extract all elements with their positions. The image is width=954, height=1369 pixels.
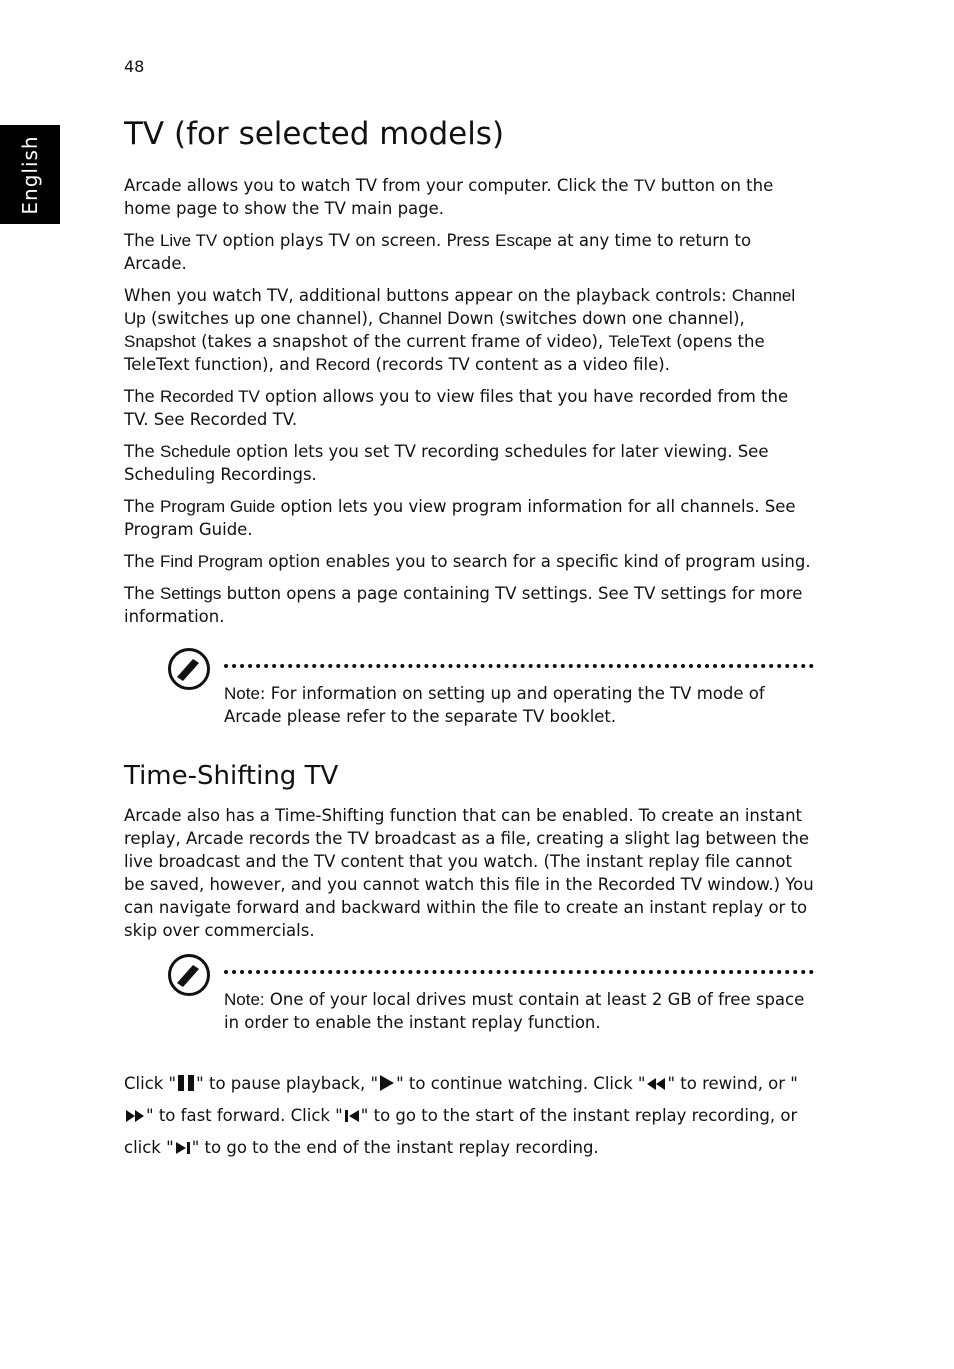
- paragraph-intro-3: When you watch TV, additional buttons appear on the playback controls: Channel Up (switches up one channel), Channel Down (switches down one channel), Snapshot (takes a snapshot of the current frame of video), TeleText (opens the TeleText function), and Record (records TV content as a video file).: [124, 286, 796, 374]
- note-divider: [224, 664, 814, 668]
- page-title: TV (for selected models): [124, 116, 505, 152]
- note-label: Note:: [224, 990, 265, 1009]
- note-pen-icon: [168, 954, 210, 996]
- fast-forward-icon: [124, 1108, 146, 1124]
- keyword: Channel Up: [124, 286, 796, 328]
- note-pen-icon: [168, 648, 210, 690]
- play-icon: [378, 1074, 396, 1092]
- paragraph-intro-2: The Live TV option plays TV on screen. Press Escape at any time to return to Arcade.: [124, 231, 752, 273]
- keyword: Recorded TV: [159, 387, 260, 406]
- keyword: Record: [315, 355, 371, 374]
- keyword: Find Program: [159, 552, 263, 571]
- skip-to-end-icon: [174, 1140, 192, 1156]
- paragraph-intro-6: The Program Guide option lets you view program information for all channels. See Program Guide.: [124, 497, 796, 539]
- note-text: Note: One of your local drives must contain at least 2 GB of free space in order to enable the instant replay function.: [224, 990, 805, 1032]
- keyword: Escape: [495, 231, 552, 250]
- keyword: Program Guide: [159, 497, 276, 516]
- paragraph-intro-1: Arcade allows you to watch TV from your computer. Click the TV button on the home page to show the TV main page.: [124, 176, 774, 218]
- keyword: TeleText: [608, 332, 671, 351]
- keyword: Schedule: [159, 442, 231, 461]
- note-box-1: [124, 648, 814, 728]
- language-tab-label: English: [18, 134, 42, 215]
- keyword: Snapshot: [124, 332, 196, 351]
- paragraph-intro-5: The Schedule option lets you set TV recording schedules for later viewing. See Scheduling Recordings.: [124, 442, 769, 484]
- keyword: Settings: [159, 584, 222, 603]
- keyword: Channel: [378, 309, 442, 328]
- pause-icon: [176, 1074, 196, 1092]
- note-divider: [224, 970, 814, 974]
- section-title: Time-Shifting TV: [124, 761, 339, 791]
- note-box-2: [124, 954, 814, 1034]
- note-text: Note: For information on setting up and operating the TV mode of Arcade please refer to the separate TV booklet.: [224, 684, 765, 726]
- language-tab: [0, 125, 60, 224]
- keyword: TV: [633, 176, 656, 195]
- keyword: Live TV: [159, 231, 218, 250]
- paragraph-time-shifting: Arcade also has a Time-Shifting function that can be enabled. To create an instant replay, Arcade records the TV broadcast as a file, creating a slight lag between the live broadcast and the TV content that you watch. (The instant replay file cannot be saved, however, and you cannot watch this file in the Recorded TV window.) You can navigate forward and backward within the file to create an instant replay or to skip over commercials.: [124, 806, 814, 940]
- skip-to-start-icon: [343, 1108, 361, 1124]
- note-label: Note: [224, 684, 260, 703]
- playback-controls-paragraph: Click " " to pause playback, " " to continue watching. Click " " to rewind, or "" to fast forward. Click " " to go to the start of the instant replay recording, or click " " to go to the end of the instant replay recording.: [124, 1074, 798, 1157]
- paragraph-intro-8: The Settings button opens a page containing TV settings. See TV settings for more information.: [124, 584, 803, 626]
- rewind-icon: [645, 1076, 667, 1092]
- page-number: 48: [124, 57, 145, 76]
- paragraph-intro-7: The Find Program option enables you to search for a specific kind of program using.: [124, 552, 811, 571]
- paragraph-intro-4: The Recorded TV option allows you to view files that you have recorded from the TV. See Recorded TV.: [124, 387, 789, 429]
- page-content: [124, 112, 814, 1164]
